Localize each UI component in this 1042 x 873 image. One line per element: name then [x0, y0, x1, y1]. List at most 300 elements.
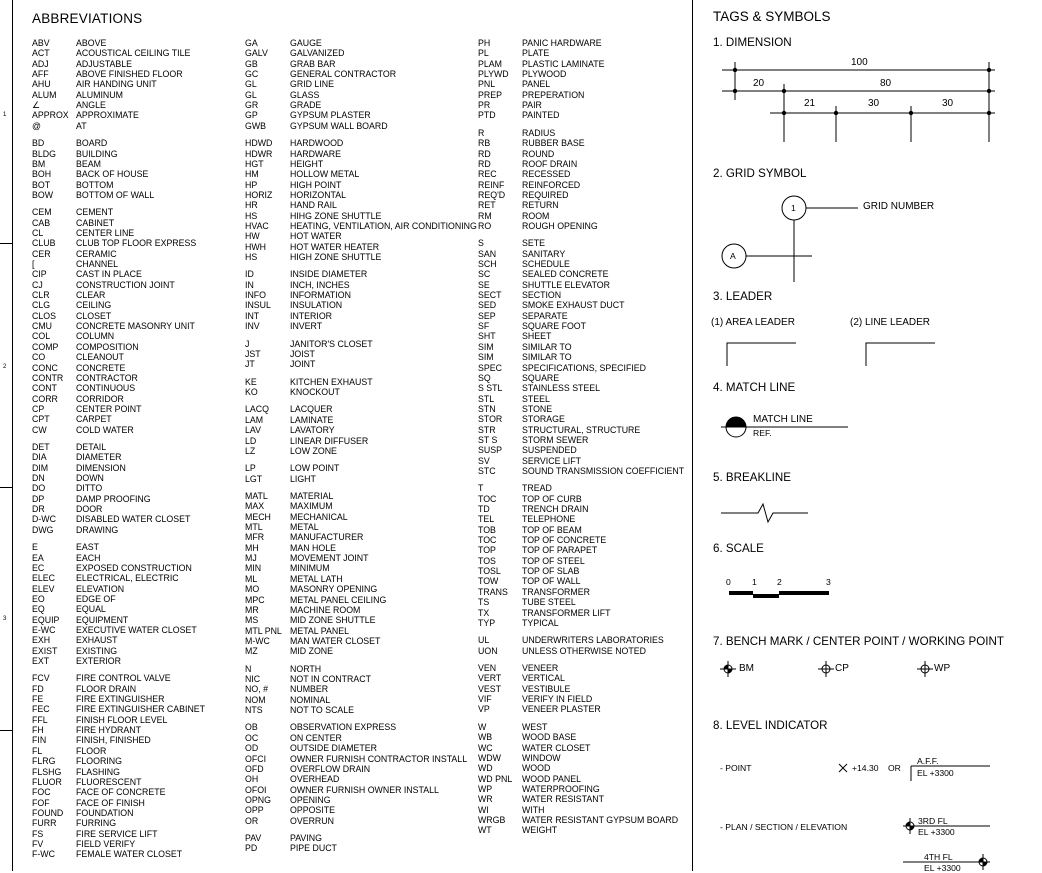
- abbreviation-meaning: LACQUER: [290, 404, 333, 415]
- abbreviation-meaning: MASONRY OPENING: [290, 584, 378, 595]
- benchmark-wp-label: WP: [934, 663, 951, 674]
- abbreviation-code: HW: [245, 231, 260, 242]
- abbreviation-meaning: HEATING, VENTILATION, AIR CONDITIONING: [290, 220, 477, 231]
- abbreviation-code: REC: [478, 169, 497, 180]
- abbreviation-meaning: FIELD VERIFY: [76, 838, 136, 849]
- abbreviation-code: HS: [245, 210, 258, 221]
- abbreviation-code: OC: [245, 732, 259, 743]
- abbreviation-meaning: VESTIBULE: [522, 683, 571, 694]
- dimension-total-label: 100: [851, 57, 868, 68]
- abbreviation-code: RD: [478, 148, 491, 159]
- abbreviation-meaning: CONCRETE: [76, 362, 126, 373]
- abbreviation-code: GC: [245, 69, 259, 80]
- abbreviations-title: ABBREVIATIONS: [32, 11, 143, 26]
- scale-tick-label: 1: [752, 577, 757, 587]
- abbreviation-meaning: EXECUTIVE WATER CLOSET: [76, 624, 197, 635]
- abbreviation-meaning: BUILDING: [76, 148, 118, 159]
- abbreviation-meaning: LAVATORY: [290, 425, 335, 436]
- abbreviation-code: NOM: [245, 694, 266, 705]
- abbreviation-code: REQ'D: [478, 189, 506, 200]
- abbreviation-code: GP: [245, 110, 258, 121]
- abbreviation-code: GWB: [245, 120, 267, 131]
- level-aff-label: A.F.F.: [917, 756, 939, 766]
- abbreviation-code: CORR: [32, 393, 58, 404]
- level-point-label: - POINT: [720, 763, 752, 773]
- abbreviation-code: PNL: [478, 79, 496, 90]
- abbreviation-code: [: [32, 259, 35, 270]
- abbreviation-code: FE: [32, 694, 44, 705]
- abbreviation-meaning: HEIGHT: [290, 158, 324, 169]
- abbreviation-meaning: CORRIDOR: [76, 393, 124, 404]
- abbreviation-meaning: PAIR: [522, 100, 542, 111]
- abbreviation-code: VEN: [478, 663, 497, 674]
- abbreviation-meaning: BOTTOM OF WALL: [76, 189, 155, 200]
- abbreviation-meaning: FINISH, FINISHED: [76, 735, 151, 746]
- abbreviation-meaning: FIRE CONTROL VALVE: [76, 673, 171, 684]
- dimension-left-label: 20: [753, 78, 765, 89]
- abbreviation-meaning: BACK OF HOUSE: [76, 169, 149, 180]
- abbreviation-code: WR: [478, 794, 493, 805]
- abbreviation-code: ACT: [32, 48, 50, 59]
- abbreviation-code: ML: [245, 573, 258, 584]
- abbreviation-meaning: AIR HANDING UNIT: [76, 79, 157, 90]
- abbreviation-meaning: DAMP PROOFING: [76, 493, 151, 504]
- abbreviation-code: WRGB: [478, 814, 506, 825]
- abbreviation-code: FOUND: [32, 807, 64, 818]
- abbreviation-meaning: OBSERVATION EXPRESS: [290, 722, 397, 733]
- abbreviation-code: RM: [478, 210, 492, 221]
- abbreviation-meaning: ROOF DRAIN: [522, 158, 578, 169]
- abbreviation-meaning: PAVING: [290, 833, 322, 843]
- abbreviation-code: MO: [245, 584, 260, 595]
- abbreviation-meaning: METAL LATH: [290, 573, 343, 584]
- dimension-right-label: 80: [880, 78, 892, 89]
- abbreviation-meaning: EXPOSED CONSTRUCTION: [76, 562, 192, 573]
- abbreviation-meaning: DRAWING: [76, 524, 119, 535]
- level-plan-symbol: [903, 818, 990, 870]
- abbreviation-code: BOH: [32, 169, 52, 180]
- grid-symbol-heading: 2. GRID SYMBOL: [713, 167, 807, 180]
- abbreviation-meaning: MID ZONE: [290, 646, 334, 657]
- abbreviation-code: OPP: [245, 805, 264, 816]
- abbreviation-code: EA: [32, 552, 44, 563]
- abbreviation-code: FS: [32, 828, 44, 839]
- abbreviation-code: IN: [245, 279, 254, 290]
- abbreviation-meaning: ROUND: [522, 148, 555, 159]
- level-aff-symbol: [911, 766, 990, 781]
- abbreviation-meaning: METAL PANEL CEILING: [290, 594, 387, 605]
- abbreviation-code: EXH: [32, 635, 51, 646]
- abbreviation-meaning: RADIUS: [522, 127, 556, 138]
- abbreviation-meaning: SHUTTLE ELEVATOR: [522, 279, 610, 290]
- abbreviation-meaning: PAINTED: [522, 110, 560, 121]
- abbreviation-meaning: HIHG ZONE SHUTTLE: [290, 210, 382, 221]
- row-marker: 3: [3, 616, 7, 622]
- abbreviation-code: BOT: [32, 179, 51, 190]
- abbreviation-meaning: UNDERWRITERS LABORATORIES: [522, 635, 664, 646]
- abbreviation-meaning: INCH, INCHES: [290, 279, 350, 290]
- abbreviation-meaning: VENEER: [522, 663, 559, 674]
- abbreviation-meaning: INVERT: [290, 321, 323, 332]
- scale-heading: 6. SCALE: [713, 542, 764, 555]
- abbreviation-meaning: HOT WATER: [290, 231, 342, 242]
- abbreviation-meaning: TOP OF CONCRETE: [522, 535, 607, 546]
- abbreviation-code: APPROX: [32, 110, 69, 121]
- abbreviation-meaning: MACHINE ROOM: [290, 604, 361, 615]
- abbreviation-code: DIA: [32, 452, 47, 463]
- abbreviation-code: PAV: [245, 833, 262, 843]
- abbreviation-code: PL: [478, 48, 489, 59]
- abbreviation-meaning: CAST IN PLACE: [76, 269, 142, 280]
- abbreviation-meaning: CENTER LINE: [76, 228, 135, 239]
- abbreviation-meaning: FACE OF FINISH: [76, 797, 145, 808]
- abbreviation-meaning: TUBE STEEL: [522, 597, 576, 608]
- abbreviation-code: CAB: [32, 217, 51, 228]
- abbreviation-code: SPEC: [478, 362, 502, 373]
- abbreviation-code: D-WC: [32, 514, 56, 525]
- abbreviation-meaning: STRUCTURAL, STRUCTURE: [522, 424, 641, 435]
- abbreviation-code: DN: [32, 473, 45, 484]
- benchmark-wp-symbol: [917, 661, 933, 677]
- abbreviation-meaning: SPECIFICATIONS, SPECIFIED: [522, 362, 646, 373]
- abbreviation-meaning: STEEL: [522, 393, 550, 404]
- abbreviation-code: CLUB: [32, 238, 56, 249]
- abbreviation-code: CLOS: [32, 310, 56, 321]
- abbreviation-code: BM: [32, 158, 46, 169]
- benchmark-bm-symbol: [720, 661, 736, 677]
- abbreviation-meaning: PANIC HARDWARE: [522, 38, 602, 48]
- abbreviation-code: GL: [245, 79, 257, 90]
- abbreviation-meaning: WOOD BASE: [522, 732, 577, 743]
- level-4th-fl-label: 4TH FL: [924, 852, 953, 862]
- abbreviation-code: HWH: [245, 241, 267, 252]
- row-marker: 2: [3, 364, 7, 370]
- abbreviation-code: EXIST: [32, 645, 58, 656]
- abbreviation-code: OPNG: [245, 794, 271, 805]
- level-or-label: OR: [888, 763, 901, 773]
- abbreviation-meaning: TRENCH DRAIN: [522, 504, 589, 515]
- abbreviation-code: MTL PNL: [245, 625, 282, 636]
- abbreviation-meaning: OUTSIDE DIAMETER: [290, 743, 377, 754]
- abbreviation-meaning: ADJUSTABLE: [76, 58, 133, 69]
- tags-symbols-title: TAGS & SYMBOLS: [713, 9, 831, 24]
- match-line-heading: 4. MATCH LINE: [713, 381, 796, 394]
- abbreviation-meaning: HAND RAIL: [290, 200, 337, 211]
- abbreviation-meaning: FLOOR DRAIN: [76, 683, 137, 694]
- row-marker: 1: [3, 112, 7, 118]
- abbreviation-code: INV: [245, 321, 260, 332]
- abbreviation-code: SIM: [478, 341, 494, 352]
- abbreviation-code: W: [478, 721, 487, 732]
- abbreviation-code: MIN: [245, 563, 262, 574]
- abbreviation-meaning: TOP OF STEEL: [522, 555, 585, 566]
- abbreviation-code: INSUL: [245, 300, 271, 311]
- abbreviation-meaning: EQUAL: [76, 604, 106, 615]
- abbreviation-meaning: PIPE DUCT: [290, 843, 337, 854]
- level-3rd-fl-label: 3RD FL: [918, 816, 948, 826]
- abbreviation-code: STR: [478, 424, 496, 435]
- abbreviation-code: STL: [478, 393, 495, 404]
- abbreviation-code: SCH: [478, 259, 497, 270]
- abbreviation-code: ADJ: [32, 58, 49, 69]
- abbreviation-meaning: TELEPHONE: [522, 514, 576, 525]
- abbreviation-meaning: INSULATION: [290, 300, 343, 311]
- abbreviation-code: PLAM: [478, 58, 502, 69]
- leader-heading: 3. LEADER: [713, 290, 773, 303]
- abbreviation-meaning: RETURN: [522, 200, 559, 211]
- abbreviation-meaning: UNLESS OTHERWISE NOTED: [522, 645, 646, 656]
- abbreviation-meaning: WOOD PANEL: [522, 773, 581, 784]
- abbreviation-meaning: KITCHEN EXHAUST: [290, 376, 373, 387]
- level-plan-label: - PLAN / SECTION / ELEVATION: [720, 822, 848, 832]
- abbreviation-code: TD: [478, 504, 490, 515]
- abbreviation-code: CIP: [32, 269, 47, 280]
- abbreviation-meaning: LAMINATE: [290, 414, 334, 425]
- grid-number-label: GRID NUMBER: [863, 201, 935, 212]
- abbreviation-meaning: GAUGE: [290, 38, 322, 48]
- abbreviation-code: J: [245, 338, 250, 349]
- level-el-value: EL +3300: [917, 768, 954, 778]
- breakline-heading: 5. BREAKLINE: [713, 471, 791, 484]
- abbreviation-code: N: [245, 663, 252, 674]
- abbreviation-code: LD: [245, 435, 257, 446]
- abbreviation-code: MTL: [245, 522, 263, 533]
- abbreviation-meaning: HOLLOW METAL: [290, 169, 360, 180]
- abbreviation-code: BOW: [32, 189, 54, 200]
- abbreviation-meaning: REQUIRED: [522, 189, 569, 200]
- abbreviation-code: DWG: [32, 524, 54, 535]
- abbreviation-meaning: EAST: [76, 542, 99, 553]
- abbreviation-meaning: ROOM: [522, 210, 550, 221]
- abbreviation-code: LAM: [245, 414, 264, 425]
- abbreviation-meaning: DIAMETER: [76, 452, 122, 463]
- abbreviation-meaning: MAN WATER CLOSET: [290, 635, 381, 646]
- abbreviation-code: AFF: [32, 69, 49, 80]
- abbreviation-meaning: EXISTING: [76, 645, 118, 656]
- abbreviation-meaning: PREPERATION: [522, 89, 585, 100]
- abbreviation-code: COL: [32, 331, 51, 342]
- abbreviation-meaning: STORM SEWER: [522, 434, 589, 445]
- abbreviation-code: EQ: [32, 604, 45, 615]
- abbreviation-code: SE: [478, 279, 490, 290]
- abbreviation-code: OH: [245, 774, 259, 785]
- abbreviation-meaning: RECESSED: [522, 169, 571, 180]
- abbreviation-meaning: ROUGH OPENING: [522, 220, 598, 231]
- abbreviation-meaning: FLOORING: [76, 756, 122, 767]
- abbreviation-meaning: COLUMN: [76, 331, 115, 342]
- abbreviation-code: GR: [245, 100, 259, 111]
- abbreviation-code: PTD: [478, 110, 496, 121]
- abbreviation-meaning: EXHAUST: [76, 635, 118, 646]
- abbreviation-code: VEST: [478, 683, 501, 694]
- abbreviation-meaning: TREAD: [522, 483, 552, 494]
- level-3rd-el-value: EL +3300: [918, 827, 955, 837]
- abbreviation-meaning: FURRING: [76, 818, 117, 829]
- abbreviation-code: TYP: [478, 617, 496, 628]
- abbreviation-meaning: VERIFY IN FIELD: [522, 694, 593, 705]
- abbreviation-code: CL: [32, 228, 44, 239]
- abbreviation-meaning: FLUORESCENT: [76, 776, 142, 787]
- abbreviation-meaning: OVERFLOW DRAIN: [290, 763, 371, 774]
- abbreviation-meaning: PANEL: [522, 79, 551, 90]
- abbreviation-meaning: EXTERIOR: [76, 655, 121, 666]
- abbreviation-meaning: INTERIOR: [290, 310, 333, 321]
- abbreviation-code: CONT: [32, 383, 57, 394]
- abbreviation-meaning: COMPOSITION: [76, 341, 139, 352]
- abbreviation-meaning: ON CENTER: [290, 732, 342, 743]
- abbreviation-meaning: RUBBER BASE: [522, 138, 585, 149]
- abbreviation-code: AHU: [32, 79, 51, 90]
- abbreviation-code: F-WC: [32, 849, 55, 860]
- abbreviation-code: CJ: [32, 279, 43, 290]
- abbreviation-code: ∠: [32, 100, 40, 111]
- abbreviation-code: MZ: [245, 646, 258, 657]
- abbreviation-meaning: SEPARATE: [522, 310, 568, 321]
- abbreviation-code: SAN: [478, 248, 497, 259]
- scale-tick-label: 2: [777, 577, 782, 587]
- abbreviation-meaning: JANITOR'S CLOSET: [290, 338, 373, 349]
- abbreviation-meaning: EACH: [76, 552, 101, 563]
- abbreviation-code: GB: [245, 58, 258, 69]
- abbreviation-meaning: NOMINAL: [290, 694, 331, 705]
- abbreviation-meaning: TOP OF SLAB: [522, 566, 580, 577]
- abbreviation-code: MR: [245, 604, 259, 615]
- abbreviation-code: NO, #: [245, 684, 268, 695]
- abbreviation-meaning: STORAGE: [522, 414, 565, 425]
- abbreviation-meaning: NORTH: [290, 663, 322, 674]
- abbreviation-meaning: METAL: [290, 522, 319, 533]
- abbreviation-code: VIF: [478, 694, 492, 705]
- abbreviation-code: HM: [245, 169, 259, 180]
- grid-symbol: [722, 196, 858, 282]
- abbreviation-code: JT: [245, 359, 255, 370]
- abbreviation-code: DET: [32, 442, 50, 452]
- grid-bubble-number: 1: [791, 203, 796, 213]
- scale-tick-label: 3: [826, 577, 831, 587]
- abbreviation-meaning: SUSPENDED: [522, 445, 577, 456]
- abbreviation-code: MATL: [245, 491, 268, 502]
- abbreviation-meaning: LOW POINT: [290, 463, 340, 474]
- abbreviation-code: WD PNL: [478, 773, 513, 784]
- abbreviation-meaning: MAN HOLE: [290, 542, 336, 553]
- abbreviation-code: TOC: [478, 535, 497, 546]
- abbreviation-meaning: SCHEDULE: [522, 259, 570, 270]
- abbreviation-meaning: OPENING: [290, 794, 331, 805]
- abbreviation-meaning: REINFORCED: [522, 179, 581, 190]
- level-point-symbol: [839, 764, 847, 772]
- abbreviation-meaning: CONTRACTOR: [76, 372, 138, 383]
- abbreviation-code: LGT: [245, 473, 263, 484]
- abbreviation-meaning: DITTO: [76, 483, 103, 494]
- abbreviation-meaning: FOUNDATION: [76, 807, 134, 818]
- abbreviation-code: DP: [32, 493, 45, 504]
- abbreviation-code: CONC: [32, 362, 58, 373]
- abbreviation-meaning: WEIGHT: [522, 825, 558, 836]
- abbreviation-meaning: TRANSFORMER: [522, 586, 590, 597]
- abbreviation-meaning: NOT TO SCALE: [290, 705, 355, 716]
- abbreviation-meaning: GRAB BAR: [290, 58, 336, 69]
- abbreviation-code: LAV: [245, 425, 261, 436]
- abbreviation-meaning: OWNER FURNISH OWNER INSTALL: [290, 784, 439, 795]
- abbreviation-meaning: FLOOR: [76, 745, 107, 756]
- area-leader-symbol: [727, 343, 796, 366]
- abbreviation-code: FCV: [32, 673, 50, 684]
- abbreviation-meaning: GYPSUM PLASTER: [290, 110, 371, 121]
- dimension-symbol: [722, 62, 995, 142]
- abbreviation-meaning: CLUB TOP FLOOR EXPRESS: [76, 238, 197, 249]
- abbreviation-meaning: TYPICAL: [522, 617, 559, 628]
- abbreviation-meaning: MECHANICAL: [290, 511, 348, 522]
- scale-bar-symbol: [729, 591, 829, 598]
- abbreviation-code: FL: [32, 745, 43, 756]
- abbreviation-code: LACQ: [245, 404, 269, 415]
- abbreviation-meaning: NOT IN CONTRACT: [290, 674, 371, 684]
- abbreviation-code: TEL: [478, 514, 495, 525]
- abbreviation-meaning: AT: [76, 120, 87, 131]
- abbreviation-code: UL: [478, 635, 490, 646]
- abbreviation-code: HGT: [245, 158, 264, 169]
- abbreviation-code: RD: [478, 158, 491, 169]
- abbreviation-code: CW: [32, 424, 47, 435]
- abbreviation-code: HVAC: [245, 220, 269, 231]
- abbreviation-meaning: WITH: [522, 804, 545, 815]
- abbreviation-code: VERT: [478, 673, 502, 684]
- abbreviation-code: KE: [245, 376, 257, 387]
- abbreviation-meaning: HIGH POINT: [290, 179, 342, 190]
- abbreviation-meaning: SMOKE EXHAUST DUCT: [522, 300, 625, 311]
- abbreviation-code: FIN: [32, 735, 47, 746]
- abbreviation-meaning: SERVICE LIFT: [522, 455, 581, 466]
- abbreviation-meaning: CABINET: [76, 217, 115, 228]
- abbreviation-code: CER: [32, 248, 51, 259]
- abbreviation-code: DO: [32, 483, 46, 494]
- abbreviation-code: TOSL: [478, 566, 501, 577]
- abbreviation-meaning: FIRE HYDRANT: [76, 725, 142, 736]
- abbreviation-code: CEM: [32, 207, 52, 218]
- scale-tick-label: 0: [726, 577, 731, 587]
- abbreviation-code: FEC: [32, 704, 50, 715]
- abbreviation-code: CPT: [32, 414, 50, 425]
- abbreviation-code: TOW: [478, 576, 499, 587]
- abbreviation-code: WT: [478, 825, 492, 836]
- abbreviation-meaning: DIMENSION: [76, 462, 126, 473]
- abbreviation-meaning: MAXIMUM: [290, 501, 333, 512]
- abbreviation-meaning: ABOVE FINISHED FLOOR: [76, 69, 183, 80]
- abbreviation-code: NIC: [245, 674, 261, 684]
- abbreviation-code: @: [32, 120, 41, 131]
- abbreviation-code: MPC: [245, 594, 265, 605]
- match-line-ref: REF.: [753, 428, 772, 438]
- abbreviation-meaning: HARDWARE: [290, 148, 341, 159]
- abbreviation-meaning: WATER RESISTANT GYPSUM BOARD: [522, 814, 679, 825]
- abbreviation-meaning: DETAIL: [76, 442, 107, 452]
- abbreviation-code: MAX: [245, 501, 265, 512]
- abbreviation-code: DR: [32, 504, 45, 515]
- abbreviation-meaning: PLASTIC LAMINATE: [522, 58, 605, 69]
- abbreviation-meaning: GYPSUM WALL BOARD: [290, 120, 388, 131]
- abbreviation-code: TOP: [478, 545, 496, 556]
- abbreviation-meaning: ELECTRICAL, ELECTRIC: [76, 573, 179, 584]
- abbreviation-meaning: TOP OF BEAM: [522, 524, 582, 535]
- abbreviation-code: HDWR: [245, 148, 273, 159]
- abbreviation-code: TRANS: [478, 586, 508, 597]
- abbreviation-code: PD: [245, 843, 258, 854]
- abbreviation-code: OFCI: [245, 753, 267, 764]
- abbreviation-code: TS: [478, 597, 490, 608]
- abbreviation-code: REINF: [478, 179, 505, 190]
- abbreviation-code: ELEC: [32, 573, 55, 584]
- abbreviation-meaning: JOINT: [290, 359, 316, 370]
